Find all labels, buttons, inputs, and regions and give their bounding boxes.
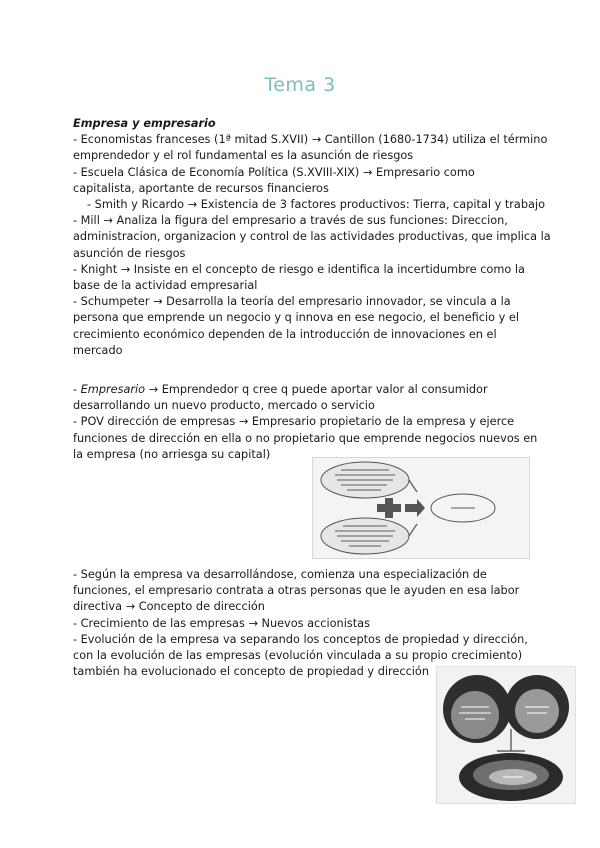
note-line: con la evolución de las empresas (evolución vinculada a su propio crecimiento) — [73, 649, 523, 663]
note-line: - POV dirección de empresas → Empresario propietario de la empresa y ejerce — [73, 415, 515, 429]
note-line: asunción de riesgos — [73, 246, 186, 260]
note-line: mercado — [73, 343, 123, 357]
note-line: crecimiento económico dependen de la introducción de innovaciones en el — [73, 327, 497, 341]
arrow-right-icon — [405, 499, 425, 517]
note-line: desarrollando un nuevo producto, mercado o servicio — [73, 399, 375, 413]
page-title: Tema 3 — [264, 74, 336, 96]
note-line: emprendedor y el rol fundamental es la asunción de riesgos — [73, 149, 414, 163]
note-line: administracion, organizacion y control de las actividades productivas, que implica la — [73, 230, 551, 244]
note-line: - Según la empresa va desarrollándose, comienza una especialización de — [73, 568, 487, 581]
note-line: - Knight → Insiste en el concepto de riesgo e identifica la incertidumbre como la — [73, 262, 525, 276]
note-line: - Mill → Analiza la figura del empresario a través de sus funciones: Direccion, — [73, 214, 508, 228]
note-line: también ha evolucionado el concepto de propiedad y dirección — [73, 665, 430, 679]
note-line: funciones, el empresario contrata a otras personas que le ayuden en esa labor — [73, 584, 520, 598]
notes-block-1 — [73, 116, 551, 359]
plus-icon — [377, 498, 401, 518]
note-line: funciones de dirección en ella o no propietario que emprende negocios nuevos en — [73, 431, 538, 445]
note-line: - Escuela Clásica de Economía Política (S.XVIII-XIX) → Empresario como — [73, 165, 475, 179]
note-line-rest: → Emprendedor q cree q puede aportar valor al consumidor — [145, 383, 488, 396]
direction-circle-inner — [515, 689, 559, 733]
notes-block-3 — [73, 567, 528, 680]
note-line — [73, 382, 537, 398]
owner-circle-inner — [451, 691, 499, 739]
entrepreneur-diagram-image — [312, 457, 530, 559]
note-line: - Economistas franceses (1ª mitad S.XVII) → Cantillon (1680-1734) utiliza el término — [73, 133, 548, 147]
ownership-direction-diagram-image — [436, 666, 576, 804]
section-heading: Empresa y empresario — [73, 117, 216, 130]
note-line: la empresa (no arriesga su capital) — [73, 447, 271, 461]
connector-bottom — [409, 524, 417, 536]
note-line: - Schumpeter → Desarrolla la teoría del empresario innovador, se vincula a la — [73, 295, 511, 309]
term-empresario: Empresario — [80, 383, 146, 396]
connector-top — [409, 480, 417, 492]
note-line: - Crecimiento de las empresas → Nuevos accionistas — [73, 616, 370, 630]
note-line: base de la actividad empresarial — [73, 279, 258, 293]
note-line: persona que emprende un negocio y q innova en ese negocio, el beneficio y el — [73, 311, 519, 325]
note-line: directiva → Concepto de dirección — [73, 600, 265, 614]
note-line: - Evolución de la empresa va separando los conceptos de propiedad y dirección, — [73, 632, 528, 646]
note-prefix: - — [73, 383, 81, 396]
note-line: - Smith y Ricardo → Existencia de 3 factores productivos: Tierra, capital y trabajo — [87, 198, 545, 212]
ownership-direction-diagram — [437, 667, 575, 803]
entrepreneur-diagram — [313, 458, 529, 558]
notes-block-2 — [73, 382, 537, 463]
note-line: capitalista, aportante de recursos financieros — [73, 181, 329, 195]
